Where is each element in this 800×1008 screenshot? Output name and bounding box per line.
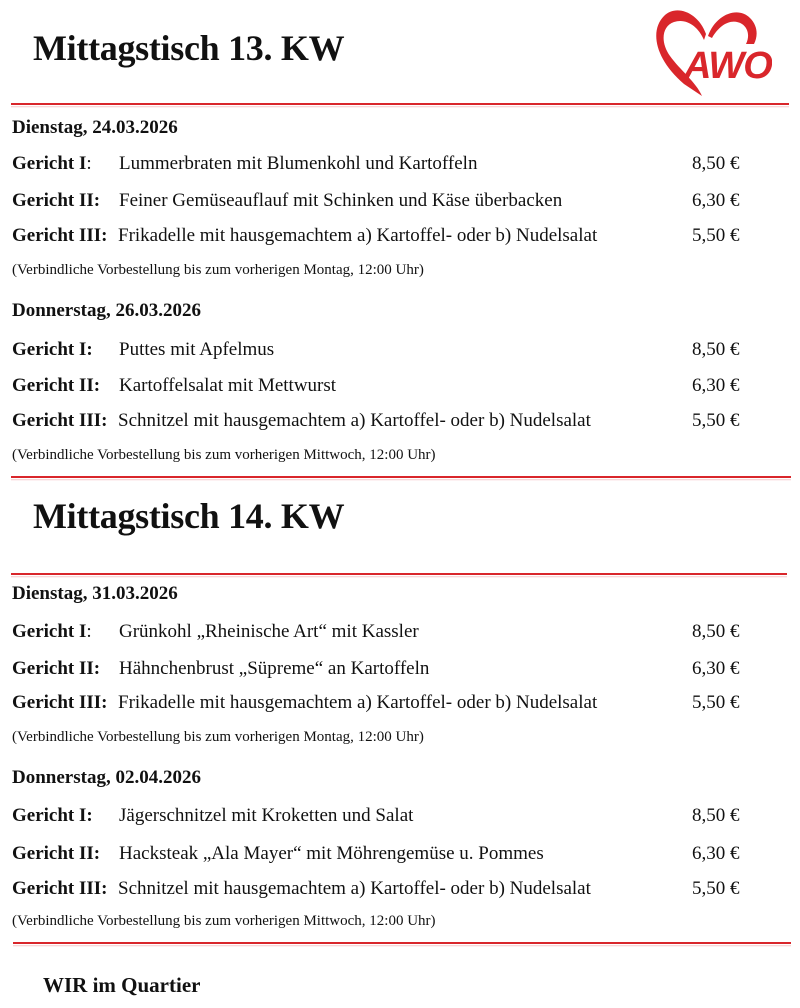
dish-row	[12, 803, 752, 829]
dish-name: Puttes mit Apfelmus	[119, 339, 275, 360]
dish-name: Jägerschnitzel mit Kroketten und Salat	[119, 805, 414, 826]
dish-label: Gericht II:	[12, 658, 101, 679]
section-divider	[11, 476, 791, 478]
dish-row	[12, 690, 752, 716]
dish-price: 5,50 €	[692, 692, 740, 713]
dish-label: Gericht I:	[12, 153, 92, 174]
dish-label: Gericht III:	[12, 410, 108, 431]
dish-label: Gericht II:	[12, 190, 101, 211]
dish-row	[12, 841, 752, 867]
week-13-title: Mittagstisch 13. KW	[33, 28, 345, 68]
dish-label: Gericht III:	[12, 692, 108, 713]
dish-name: Schnitzel mit hausgemachtem a) Kartoffel- oder b) Nudelsalat	[118, 878, 591, 899]
day-heading: Dienstag, 31.03.2026	[12, 583, 178, 604]
dish-label: Gericht I:	[12, 621, 92, 642]
dish-price: 5,50 €	[692, 878, 740, 899]
dish-row	[12, 876, 752, 902]
dish-price: 8,50 €	[692, 153, 740, 174]
dish-name: Lummerbraten mit Blumenkohl und Kartoffeln	[119, 153, 478, 174]
dish-name: Hähnchenbrust „Süpreme“ an Kartoffeln	[119, 658, 430, 679]
section-divider	[11, 573, 787, 575]
dish-price: 8,50 €	[692, 805, 740, 826]
dish-price: 6,30 €	[692, 843, 740, 864]
dish-name: Frikadelle mit hausgemachtem a) Kartoffel- oder b) Nudelsalat	[118, 225, 598, 246]
section-divider	[13, 942, 791, 944]
dish-label: Gericht I:	[12, 339, 93, 360]
dish-row	[12, 223, 752, 249]
dish-price: 8,50 €	[692, 339, 740, 360]
dish-row	[12, 408, 752, 434]
order-note: (Verbindliche Vorbestellung bis zum vorherigen Montag, 12:00 Uhr)	[12, 729, 424, 745]
dish-row	[12, 656, 752, 682]
dish-name: Schnitzel mit hausgemachtem a) Kartoffel- oder b) Nudelsalat	[118, 410, 591, 431]
day-heading: Donnerstag, 26.03.2026	[12, 300, 201, 321]
dish-row	[12, 619, 752, 645]
dish-row	[12, 151, 752, 177]
dish-label: Gericht II:	[12, 375, 101, 396]
day-heading: Dienstag, 24.03.2026	[12, 117, 178, 138]
logo-text: AWO	[684, 45, 772, 87]
dish-price: 5,50 €	[692, 225, 740, 246]
dish-price: 5,50 €	[692, 410, 740, 431]
section-divider	[11, 103, 789, 105]
dish-label: Gericht III:	[12, 225, 108, 246]
order-note: (Verbindliche Vorbestellung bis zum vorherigen Montag, 12:00 Uhr)	[12, 262, 424, 278]
awo-logo	[646, 6, 772, 98]
dish-label: Gericht III:	[12, 878, 108, 899]
order-note: (Verbindliche Vorbestellung bis zum vorherigen Mittwoch, 12:00 Uhr)	[12, 447, 436, 463]
dish-label: Gericht I:	[12, 805, 93, 826]
dish-price: 8,50 €	[692, 621, 740, 642]
week-14-title: Mittagstisch 14. KW	[33, 496, 345, 536]
dish-name: Feiner Gemüseauflauf mit Schinken und Käse überbacken	[119, 190, 563, 211]
order-note: (Verbindliche Vorbestellung bis zum vorherigen Mittwoch, 12:00 Uhr)	[12, 913, 436, 929]
dish-price: 6,30 €	[692, 375, 740, 396]
dish-row	[12, 188, 752, 214]
dish-name: Grünkohl „Rheinische Art“ mit Kassler	[119, 621, 419, 642]
dish-price: 6,30 €	[692, 190, 740, 211]
dish-price: 6,30 €	[692, 658, 740, 679]
dish-name: Hacksteak „Ala Mayer“ mit Möhrengemüse u. Pommes	[119, 843, 544, 864]
dish-name: Frikadelle mit hausgemachtem a) Kartoffel- oder b) Nudelsalat	[118, 692, 598, 713]
dish-row	[12, 373, 752, 399]
dish-row	[12, 337, 752, 363]
footer-title: WIR im Quartier	[43, 973, 201, 997]
day-heading: Donnerstag, 02.04.2026	[12, 767, 201, 788]
dish-name: Kartoffelsalat mit Mettwurst	[119, 375, 337, 396]
dish-label: Gericht II:	[12, 843, 101, 864]
